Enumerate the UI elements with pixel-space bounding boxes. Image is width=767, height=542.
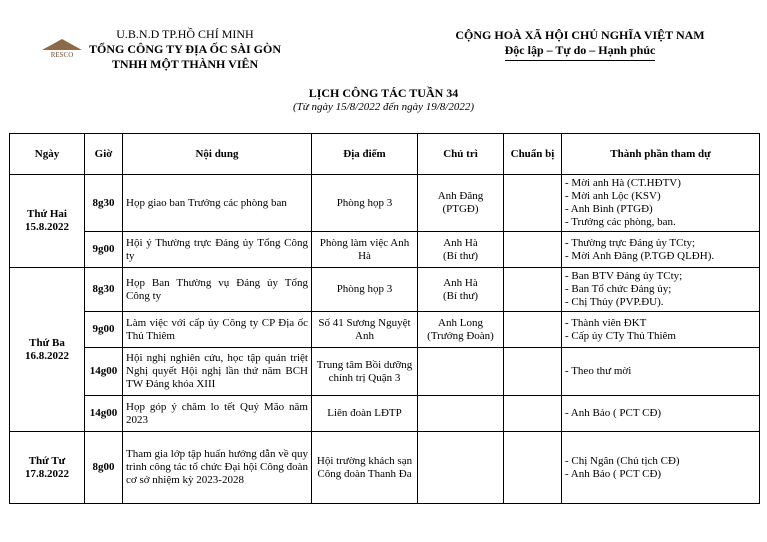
national-motto: Độc lập – Tự do – Hạnh phúc	[504, 43, 656, 57]
participants-cell	[562, 232, 760, 268]
location-cell: Liên đoàn LĐTP	[312, 396, 418, 432]
content-cell: Làm việc với cấp ủy Công ty CP Địa ốc Thủ Thiêm	[123, 312, 312, 348]
content-cell: Họp Ban Thường vụ Đảng ủy Tổng Công ty	[123, 268, 312, 312]
national-header	[440, 28, 720, 61]
participants-cell	[562, 348, 760, 396]
participants-cell	[562, 312, 760, 348]
table-row	[10, 432, 760, 504]
chair-line: Anh Hà	[443, 236, 478, 249]
content-cell: Họp góp ý chăm lo tết Quý Mão năm 2023	[123, 396, 312, 432]
column-header: Thành phần tham dự	[562, 134, 760, 175]
chair-line: Anh Hà	[443, 276, 478, 289]
chair-line: (PTGĐ)	[442, 203, 479, 215]
column-header: Chuẩn bị	[504, 134, 562, 175]
prep-cell	[504, 432, 562, 504]
chair-cell	[418, 232, 504, 268]
day-cell	[10, 268, 85, 432]
column-header: Nội dung	[123, 134, 312, 175]
document-title: LỊCH CÔNG TÁC TUẦN 34	[308, 86, 459, 100]
participant-line: - Chị Thủy (PVP.ĐU).	[565, 296, 664, 308]
time-cell: 8g00	[85, 432, 123, 504]
participant-line: - Mời anh Hà (CT.HĐTV)	[565, 177, 681, 189]
content-cell: Hội ý Thường trực Đảng ủy Tổng Công ty	[123, 232, 312, 268]
prep-cell	[504, 312, 562, 348]
org-line-1: U.B.N.D TP.HỒ CHÍ MINH	[116, 27, 254, 41]
participant-line: - Anh Bảo ( PCT CĐ)	[565, 467, 662, 480]
day-name: Thứ Hai	[27, 208, 67, 220]
participant-line: - Anh Bình (PTGĐ)	[565, 203, 653, 215]
org-line-3: TNHH MỘT THÀNH VIÊN	[111, 57, 259, 71]
table-row	[10, 232, 760, 268]
content-cell: Họp giao ban Trưởng các phòng ban	[123, 175, 312, 232]
participant-line: - Mời anh Lộc (KSV)	[565, 190, 661, 202]
time-cell: 9g00	[85, 232, 123, 268]
logo-text: RESCO	[50, 51, 74, 59]
table-row	[10, 268, 760, 312]
day-name: Thứ Tư	[28, 454, 66, 467]
participant-line: - Theo thư mời	[565, 365, 632, 377]
content-cell: Hội nghị nghiên cứu, học tập quán triệt Nghị quyết Hội nghị lần thứ năm BCH TW Đảng khóa XIII	[123, 348, 312, 396]
chair-cell	[418, 396, 504, 432]
schedule-body	[10, 175, 760, 504]
chair-line: Anh Long	[438, 316, 483, 329]
chair-line: (Trưởng Đoàn)	[427, 329, 494, 342]
participants-cell	[562, 432, 760, 504]
location-cell: Phòng họp 3	[312, 175, 418, 232]
organization-header	[70, 27, 300, 72]
participant-line: - Mời Anh Đăng (P.TGĐ QLĐH).	[565, 249, 715, 262]
chair-cell	[418, 175, 504, 232]
location-cell: Hội trường khách sạn Công đoàn Thanh Đa	[312, 432, 418, 504]
prep-cell	[504, 268, 562, 312]
chair-line: (Bí thư)	[443, 289, 478, 302]
chair-cell	[418, 312, 504, 348]
day-date: 15.8.2022	[25, 221, 69, 233]
participants-cell	[562, 396, 760, 432]
header-row	[10, 134, 760, 175]
participant-line: - Anh Bảo ( PCT CĐ)	[565, 407, 662, 419]
day-cell	[10, 175, 85, 268]
day-cell	[10, 432, 85, 504]
table-row	[10, 348, 760, 396]
prep-cell	[504, 396, 562, 432]
table-row	[10, 396, 760, 432]
chair-line: (Bí thư)	[443, 249, 478, 262]
location-cell: Trung tâm Bồi dưỡng chính trị Quận 3	[312, 348, 418, 396]
national-title: CỘNG HOÀ XÃ HỘI CHỦ NGHĨA VIỆT NAM	[455, 28, 705, 42]
participant-line: - Ban BTV Đảng ủy TCty;	[565, 270, 683, 282]
chair-cell	[418, 348, 504, 396]
time-cell: 9g00	[85, 312, 123, 348]
column-header: Chủ trì	[418, 134, 504, 175]
content-cell: Tham gia lớp tập huấn hướng dẫn về quy trình công tác tổ chức Đại hội Công đoàn cơ sở nhiệm kỳ 2023-2028	[123, 432, 312, 504]
motto-underline	[505, 60, 655, 61]
location-cell: Phòng làm việc Anh Hà	[312, 232, 418, 268]
participant-line: - Trưởng các phòng, ban.	[565, 216, 676, 228]
chair-cell	[418, 432, 504, 504]
column-header: Ngày	[10, 134, 85, 175]
org-line-2: TỔNG CÔNG TY ĐỊA ỐC SÀI GÒN	[88, 42, 282, 56]
chair-cell	[418, 268, 504, 312]
participant-line: - Cấp ủy CTy Thủ Thiêm	[565, 329, 676, 342]
participants-cell	[562, 175, 760, 232]
table-row	[10, 312, 760, 348]
chair-line: Anh Đăng	[437, 190, 484, 202]
prep-cell	[504, 348, 562, 396]
time-cell: 14g00	[85, 348, 123, 396]
prep-cell	[504, 175, 562, 232]
prep-cell	[504, 232, 562, 268]
participants-cell	[562, 268, 760, 312]
location-cell: Phòng họp 3	[312, 268, 418, 312]
day-date: 17.8.2022	[25, 467, 69, 480]
column-header: Địa điểm	[312, 134, 418, 175]
document-subtitle: (Từ ngày 15/8/2022 đến ngày 19/8/2022)	[292, 101, 475, 113]
location-cell: Số 41 Sương Nguyệt Anh	[312, 312, 418, 348]
table-row	[10, 175, 760, 232]
day-date: 16.8.2022	[25, 349, 69, 362]
time-cell: 8g30	[85, 175, 123, 232]
participant-line: - Ban Tổ chức Đảng ủy;	[565, 283, 672, 295]
time-cell: 8g30	[85, 268, 123, 312]
day-name: Thứ Ba	[29, 336, 65, 349]
column-header: Giờ	[85, 134, 123, 175]
participant-line: - Thành viên ĐKT	[565, 316, 647, 329]
participant-line: - Thường trực Đảng ủy TCty;	[565, 236, 696, 249]
participant-line: - Chị Ngân (Chủ tịch CĐ)	[565, 454, 680, 467]
time-cell: 14g00	[85, 396, 123, 432]
schedule-table	[9, 133, 760, 504]
